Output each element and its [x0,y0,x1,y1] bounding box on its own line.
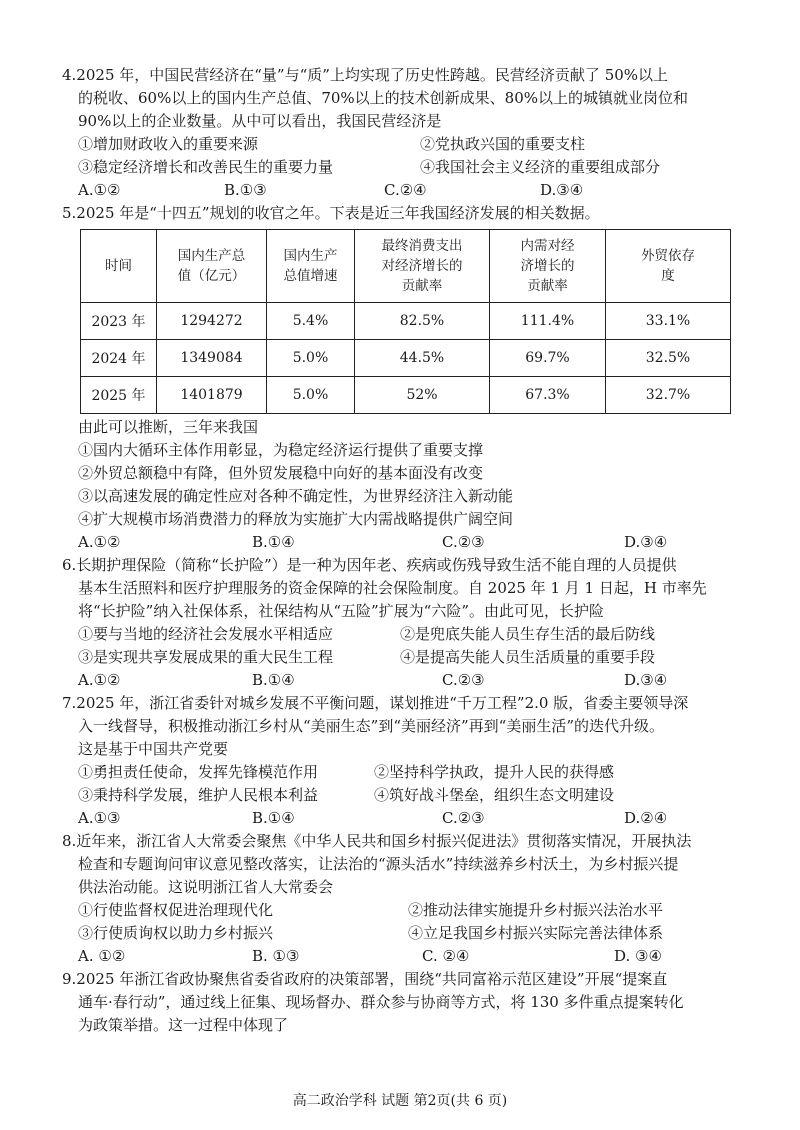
question-6-item: ④是提高失能人员生活质量的重要手段 [400,648,656,666]
question-5 [62,202,742,225]
question-6-item: ③是实现共享发展成果的重大民生工程 [78,648,334,666]
question-9-stem-line: 为政策举措。这一过程中体现了 [78,1016,289,1034]
question-4-item: ③稳定经济增长和改善民生的重要力量 [78,158,334,176]
table-cell: 1401879 [157,377,267,414]
question-4-stem-line: 4.2025 年，中国民营经济在“量”与“质”上均实现了历史性跨越。民营经济贡献了 50%以上 [62,66,669,84]
question-6-stem-line: 6.长期护理保险（简称“长护险”）是一种为因年老、疾病或伤残导致生活不能自理的人员提供 [62,556,677,574]
question-6 [62,554,742,692]
option-d: D.②④ [624,809,668,827]
table-cell: 33.1% [606,303,731,340]
table-cell: 32.7% [606,377,731,414]
question-4-item: ①增加财政收入的重要来源 [78,135,259,153]
question-5-item: ②外贸总额稳中有降，但外贸发展稳中向好的基本面没有改变 [78,464,484,482]
question-4-item: ②党执政兴国的重要支柱 [420,135,586,153]
economic-data-table [80,229,731,414]
question-9-stem-line: 9.2025 年浙江省政协聚焦省委省政府的决策部署，围绕“共同富裕示范区建设”开展“提案直 [62,970,668,988]
question-7-stem-line: 这是基于中国共产党要 [78,740,229,758]
table-row [81,303,731,340]
option-a: A.①② [78,671,121,689]
question-5-item: ④扩大规模市场消费潜力的释放为实施扩大内需战略提供广阔空间 [78,510,514,528]
option-d: D. ③④ [614,947,662,965]
question-7-item: ③秉持科学发展，维护人民根本利益 [78,786,319,804]
option-b: B. ①③ [252,947,300,965]
question-4 [62,64,742,202]
question-8-item: ②推动法律实施提升乡村振兴法治水平 [408,901,664,919]
table-cell: 1294272 [157,303,267,340]
question-5-item: ③以高速发展的确定性应对各种不确定性，为世界经济注入新动能 [78,487,514,505]
option-a: A.①③ [78,809,121,827]
option-d: D.③④ [624,533,668,551]
question-7 [62,692,742,830]
table-header-cell: 内需对经 济增长的 贡献率 [490,230,606,303]
question-8-item: ④立足我国乡村振兴实际完善法律体系 [408,924,664,942]
question-8 [62,830,742,968]
question-5-body [62,416,742,554]
question-8-item: ③行使质询权以助力乡村振兴 [78,924,274,942]
table-cell: 67.3% [490,377,606,414]
option-d: D.③④ [540,181,584,199]
option-b: B.①④ [252,809,295,827]
question-6-item: ①要与当地的经济社会发展水平相适应 [78,625,334,643]
table-cell: 5.0% [267,377,355,414]
question-6-stem-line: 基本生活照料和医疗护理服务的资金保障的社会保险制度。自 2025 年 1 月 1 日起，H 市率先 [78,579,707,597]
table-header-cell: 最终消费支出 对经济增长的 贡献率 [355,230,490,303]
option-c: C.②③ [442,533,485,551]
question-5-stem: 5.2025 年是“十四五”规划的收官之年。下表是近三年我国经济发展的相关数据。 [62,204,600,222]
table-row [81,340,731,377]
question-6-stem-line: 将“长护险”纳入社保体系，社保结构从“五险”扩展为“六险”。由此可见，长护险 [78,602,605,620]
option-c: C.②③ [442,671,485,689]
table-header-cell: 时间 [81,230,157,303]
table-cell: 44.5% [355,340,490,377]
table-cell: 5.0% [267,340,355,377]
table-cell: 69.7% [490,340,606,377]
option-c: C.②③ [442,809,485,827]
option-c: C. ②④ [422,947,470,965]
table-header-cell: 国内生产总 值（亿元） [157,230,267,303]
option-a: A.①② [78,533,121,551]
table-cell: 32.5% [606,340,731,377]
table-cell: 52% [355,377,490,414]
table-cell: 111.4% [490,303,606,340]
question-8-item: ①行使监督权促进治理现代化 [78,901,274,919]
page-footer: 高二政治学科 试题 第2页(共 6 页) [292,1093,508,1109]
question-8-stem-line: 8.近年来，浙江省人大常委会聚焦《中华人民共和国乡村振兴促进法》贯彻落实情况，开展执法 [62,832,692,850]
table-cell: 2023 年 [81,303,157,340]
question-4-stem-line: 90%以上的企业数量。从中可以看出，我国民营经济是 [78,112,442,130]
option-a: A. ①② [78,947,126,965]
question-7-item: ①勇担责任使命，发挥先锋模范作用 [78,763,319,781]
table-cell: 2025 年 [81,377,157,414]
question-9-stem-line: 通车·春行动”，通过线上征集、现场督办、群众参与协商等方式，将 130 多件重点提案转化 [78,993,684,1011]
option-b: B.①④ [252,533,295,551]
table-cell: 5.4% [267,303,355,340]
question-7-item: ④筑好战斗堡垒，组织生态文明建设 [374,786,615,804]
table-header-row [81,230,731,303]
question-4-stem-line: 的税收、60%以上的国内生产总值、70%以上的技术创新成果、80%以上的城镇就业岗位和 [78,89,689,107]
table-cell: 82.5% [355,303,490,340]
question-7-stem-line: 入一线督导，积极推动浙江乡村从“美丽生态”到“美丽经济”再到“美丽生活”的迭代升级。 [78,717,665,735]
question-5-item: ①国内大循环主体作用彰显，为稳定经济运行提供了重要支撑 [78,441,484,459]
question-9 [62,968,742,1037]
table-row [81,377,731,414]
table-cell: 2024 年 [81,340,157,377]
question-7-item: ②坚持科学执政，提升人民的获得感 [374,763,615,781]
question-8-stem-line: 供法治动能。这说明浙江省人大常委会 [78,878,334,896]
question-7-stem-line: 7.2025 年，浙江省委针对城乡发展不平衡问题，谋划推进“千万工程”2.0 版，省委主要领导深 [62,694,689,712]
table-header-cell: 外贸依存 度 [606,230,731,303]
question-5-lead: 由此可以推断，三年来我国 [78,418,259,436]
option-c: C.②④ [384,181,427,199]
table-cell: 1349084 [157,340,267,377]
option-a: A.①② [78,181,121,199]
option-d: D.③④ [624,671,668,689]
option-b: B.①④ [252,671,295,689]
question-4-item: ④我国社会主义经济的重要组成部分 [420,158,661,176]
table-header-cell: 国内生产 总值增速 [267,230,355,303]
question-6-item: ②是兜底失能人员生存生活的最后防线 [400,625,656,643]
question-8-stem-line: 检查和专题询问审议意见整改落实，让法治的“源头活水”持续滋养乡村沃土，为乡村振兴提 [78,855,679,873]
option-b: B.①③ [224,181,267,199]
